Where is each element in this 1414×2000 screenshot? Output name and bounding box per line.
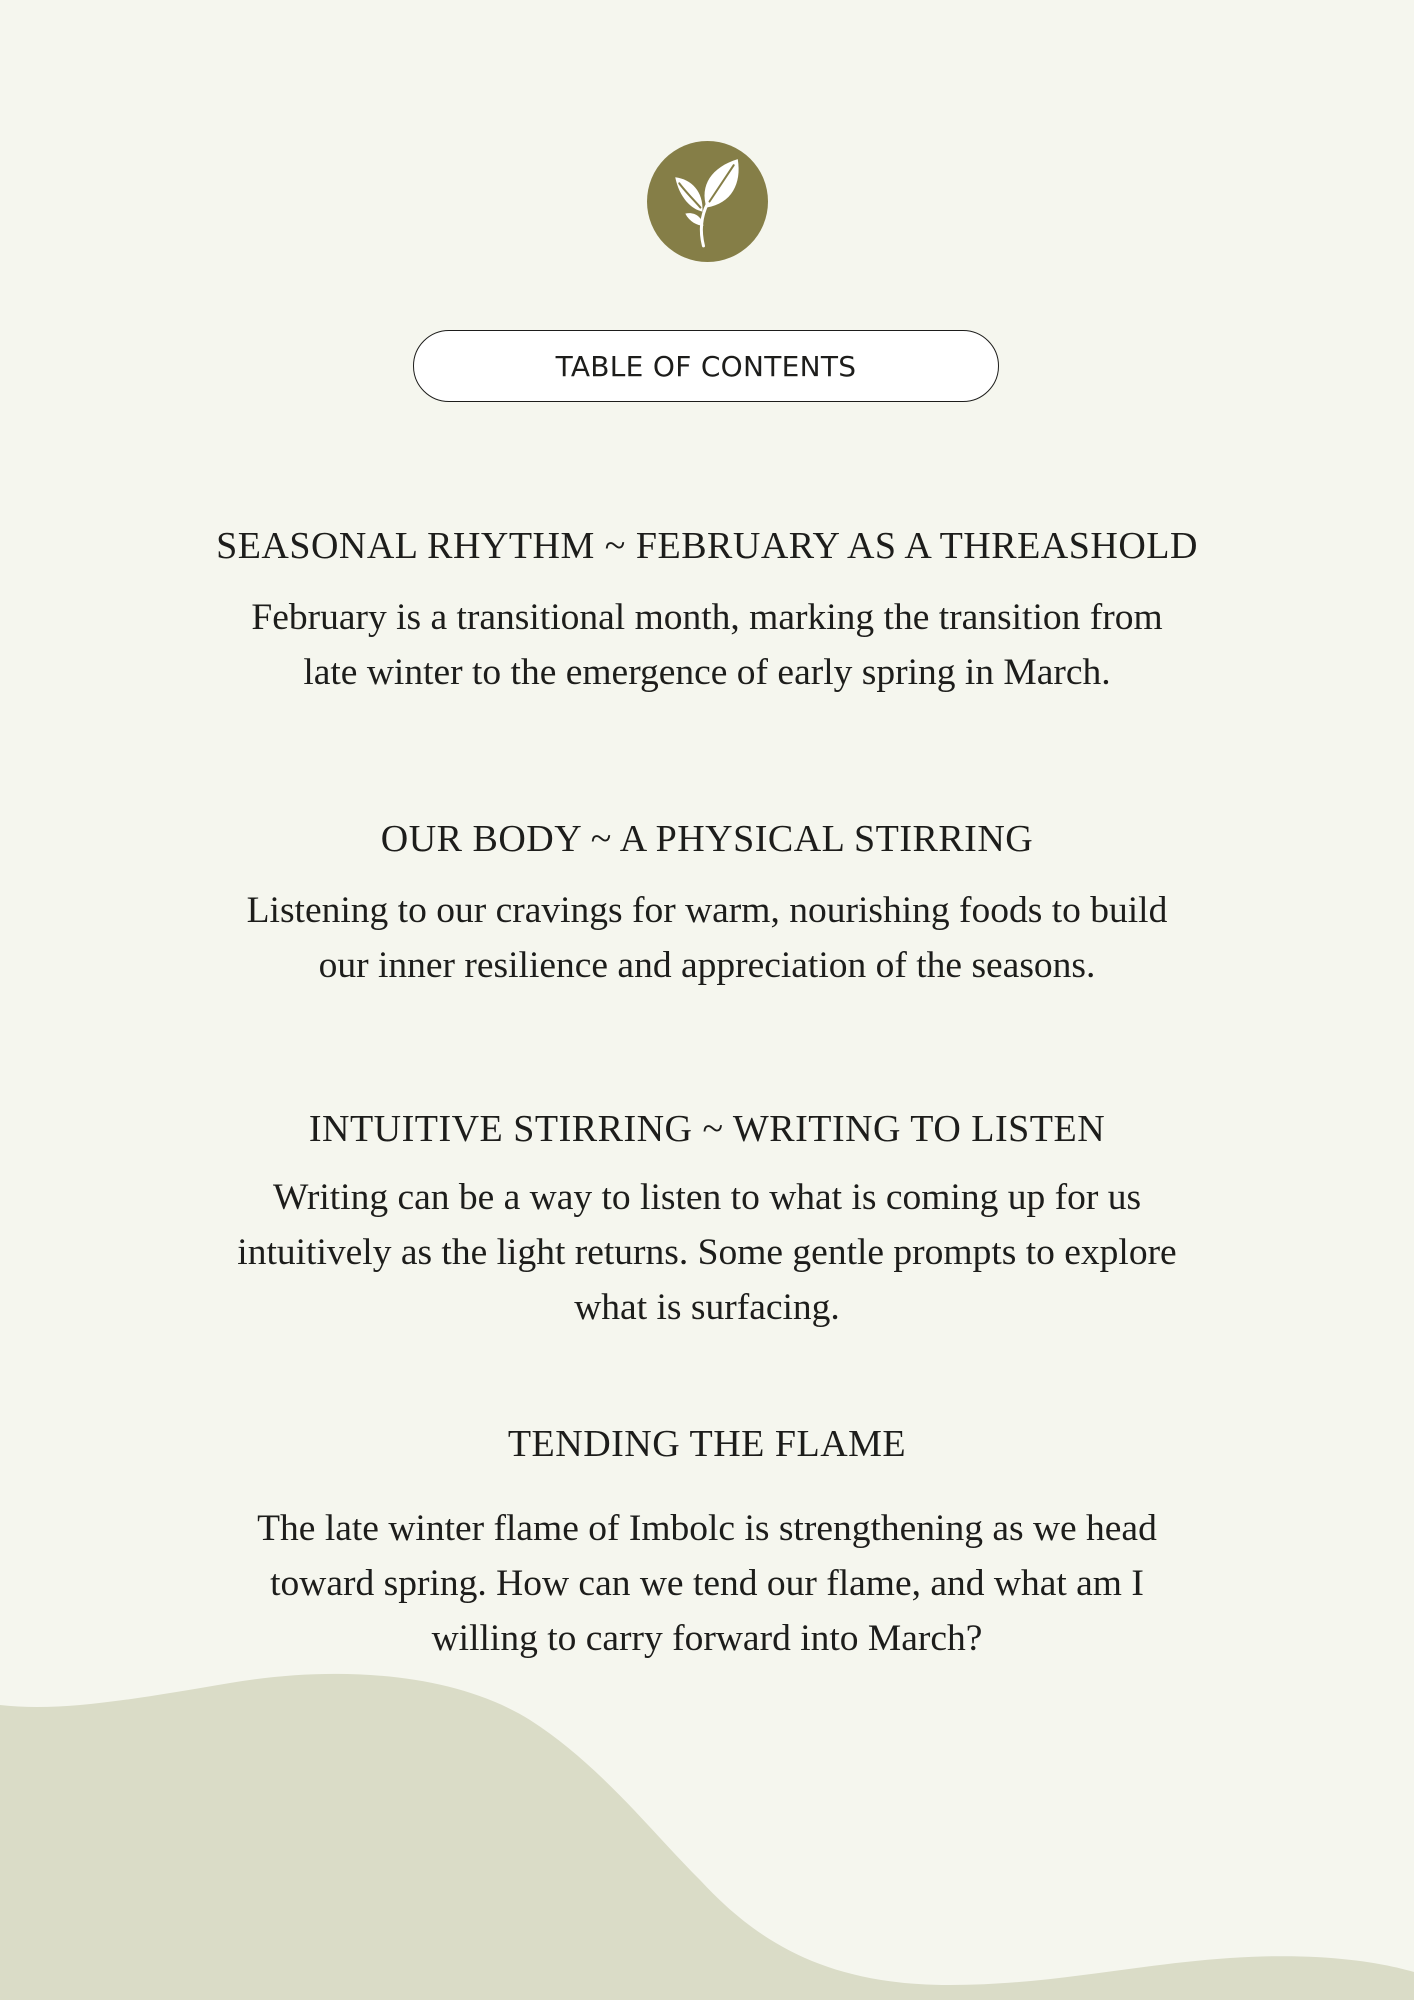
description-line: late winter to the emergence of early spring in March. [303, 652, 1111, 693]
description-line: Writing can be a way to listen to what is coming up for us [272, 1177, 1142, 1218]
table-of-contents-label: TABLE OF CONTENTS [413, 330, 999, 402]
section-heading-intuitive-stirring: INTUITIVE STIRRING ~ WRITING TO LISTEN [308, 1108, 1106, 1150]
section-description-intuitive-stirring [180, 1170, 1234, 1335]
leaf-sprout-icon [647, 141, 768, 262]
section-description-our-body [180, 883, 1234, 993]
description-line: our inner resilience and appreciation of the seasons. [318, 945, 1096, 986]
description-line: toward spring. How can we tend our flame, and what am I [270, 1563, 1144, 1604]
section-description-seasonal-rhythm [180, 590, 1234, 700]
section-heading-seasonal-rhythm: SEASONAL RHYTHM ~ FEBRUARY AS A THREASHOLD [216, 525, 1198, 567]
description-line: willing to carry forward into March? [431, 1618, 983, 1659]
description-line: Listening to our cravings for warm, nourishing foods to build [246, 890, 1168, 931]
section-description-tending-the-flame [180, 1501, 1234, 1666]
section-heading-tending-the-flame: TENDING THE FLAME [507, 1423, 907, 1465]
description-line: The late winter flame of Imbolc is strengthening as we head [257, 1508, 1157, 1549]
section-heading-our-body: OUR BODY ~ A PHYSICAL STIRRING [380, 818, 1034, 860]
description-line: what is surfacing. [574, 1287, 840, 1328]
description-line: February is a transitional month, marking the transition from [251, 597, 1163, 638]
description-line: intuitively as the light returns. Some gentle prompts to explore [237, 1232, 1177, 1273]
